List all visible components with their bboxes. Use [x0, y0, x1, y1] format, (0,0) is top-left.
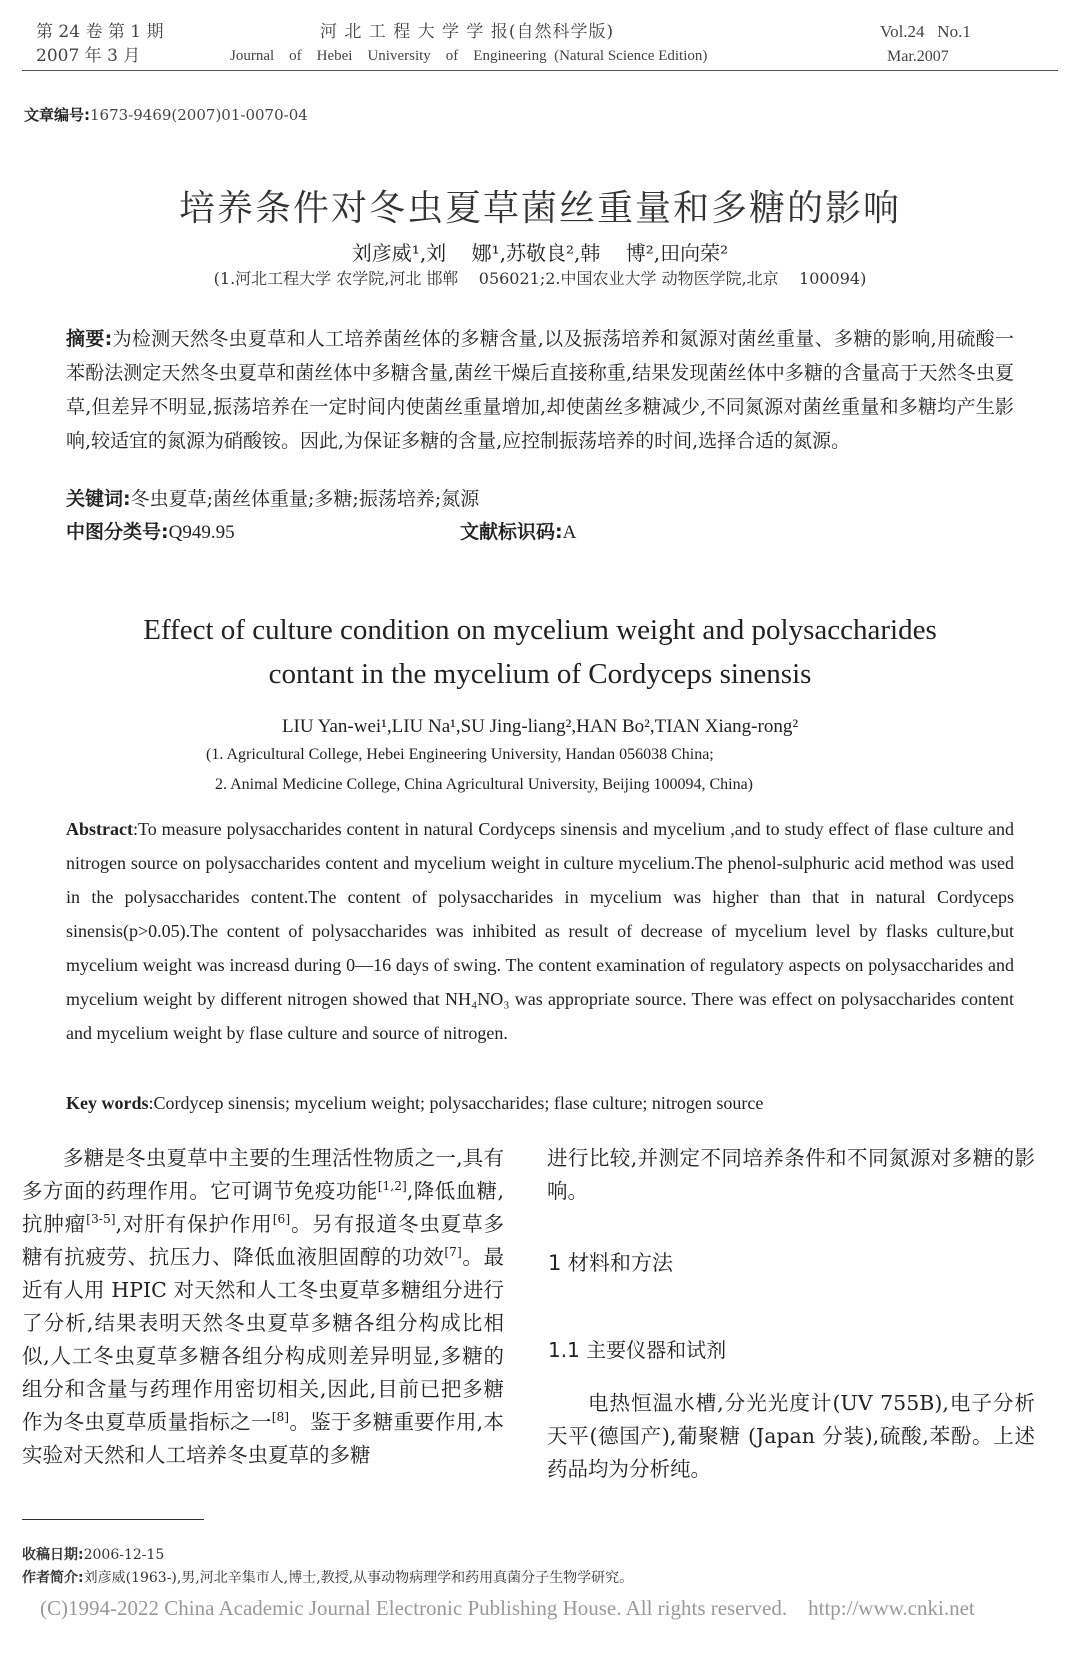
received-date-label: 收稿日期: [22, 1547, 84, 1563]
body-intro-paragraph [22, 1142, 504, 1472]
abstract-cn-label: 摘要: [66, 328, 113, 350]
keywords-en [66, 1086, 1014, 1120]
clc-label: 中图分类号: [66, 521, 169, 543]
copyright-watermark: (C)1994-2022 China Academic Journal Electronic Publishing House. All rights reserved. http://www.cnki.net [40, 1596, 975, 1620]
doc-code-label: 文献标识码: [460, 521, 563, 543]
section-heading-1-1: 1.1 主要仪器和试剂 [548, 1338, 727, 1362]
clc-value: Q949.95 [168, 522, 235, 543]
doc-code [460, 515, 576, 550]
article-number-value: 1673-9469(2007)01-0070-04 [90, 106, 308, 124]
citation-1: [1,2] [377, 1179, 407, 1194]
keywords-en-text: :Cordycep sinensis; mycelium weight; polysaccharides; flase culture; nitrogen source [148, 1093, 764, 1113]
received-date-value: 2006-12-15 [83, 1547, 165, 1563]
keywords-cn [66, 482, 1014, 516]
clc-number [66, 515, 235, 550]
article-number [24, 104, 308, 125]
section-heading-1: 1 材料和方法 [548, 1251, 674, 1275]
header-date-en: Mar.2007 [887, 48, 949, 65]
abstract-en-text: :To measure polysaccharides content in natural Cordyceps sinensis and mycelium ,and to study effect of flase culture and nitrogen source on polysaccharides content and mycelium weight in culture mycelium.The phenol-sulphuric acid method was used in the polysaccharides content.The content of polysaccharides in mycelium was higher than that in natural Cordyceps sinensis(p>0.05).The content of polysaccharides was inhibited as result of decrease of mycelium level by flasks culture,but mycelium weight was increasd during 0—16 days of swing. The content examination of regulatory aspects on polysaccharides and mycelium weight by different nitrogen showed that NH₄NO₃ was appropriate source. There was effect on polysaccharides content and mycelium weight by flase culture and source of nitrogen. [66, 819, 1014, 1043]
article-number-label: 文章编号: [24, 106, 90, 124]
footnote-rule [22, 1519, 204, 1520]
abstract-cn [66, 322, 1014, 458]
header-journal-cn: 河 北 工 程 大 学 学 报(自然科学版) [320, 22, 615, 42]
affiliation-en-2: 2. Animal Medicine College, China Agricultural University, Beijing 100094, China) [215, 776, 753, 793]
body-intro-continued: 进行比较,并测定不同培养条件和不同氮源对多糖的影响。 [547, 1146, 1035, 1203]
intro-text-5: 。最近有人用 HPIC 对天然和人工冬虫夏草多糖组分进行了分析,结果表明天然冬虫夏草多糖各组分构成比相似,人工冬虫夏草多糖各组分构成则差异明显,多糖的组分和含量与药理作用密切相关,因此,目前已把多糖作为冬虫夏草质量指标之一 [22, 1245, 504, 1434]
abstract-en-label: Abstract [66, 819, 133, 839]
authors-en: LIU Yan-wei¹,LIU Na¹,SU Jing-liang²,HAN Bo²,TIAN Xiang-rong² [281, 716, 799, 737]
intro-text-3: ,对肝有保护作用 [115, 1212, 273, 1236]
title-en [0, 608, 1080, 696]
keywords-en-label: Key words [66, 1093, 149, 1113]
header-volume-en: Vol.24 No.1 [880, 22, 971, 41]
intro-text-2: ,降低血糖,抗肿瘤 [22, 1179, 504, 1236]
affiliation-cn: (1.河北工程大学 农学院,河北 邯郸 056021;2.中国农业大学 动物医学院,北京 100094) [213, 269, 867, 288]
title-cn: 培养条件对冬虫夏草菌丝重量和多糖的影响 [178, 188, 901, 229]
abstract-en [66, 812, 1014, 1050]
received-date [22, 1546, 164, 1564]
keywords-cn-text: 冬虫夏草;菌丝体重量;多糖;振荡培养;氮源 [130, 488, 480, 510]
author-bio-label: 作者简介: [22, 1570, 84, 1586]
intro-text-6: 。鉴于多糖重要作用,本实验对天然和人工培养冬虫夏草的多糖 [22, 1410, 504, 1467]
header-volume-issue: 第 24 卷 第 1 期 [36, 22, 164, 42]
intro-text-1: 多糖是冬虫夏草中主要的生理活性物质之一,具有多方面的药理作用。它可调节免疫功能 [22, 1146, 504, 1203]
header-journal-en: Journal of Hebei University of Engineering (Natural Science Edition) [230, 48, 708, 64]
header-rule [22, 70, 1058, 71]
citation-4: [7] [444, 1245, 462, 1260]
citation-5: [8] [271, 1410, 290, 1425]
citation-3: [6] [272, 1212, 291, 1227]
abstract-cn-text: 为检测天然冬虫夏草和人工培养菌丝体的多糖含量,以及振荡培养和氮源对菌丝重量、多糖的影响,用硫酸一苯酚法测定天然冬虫夏草和菌丝体中多糖含量,菌丝干燥后直接称重,结果发现菌丝体中多糖的含量高于天然冬虫夏草,但差异不明显,振荡培养在一定时间内使菌丝重量增加,却使菌丝多糖减少,不同氮源对菌丝重量和多糖均产生影响,较适宜的氮源为硝酸铵。因此,为保证多糖的含量,应控制振荡培养的时间,选择合适的氮源。 [66, 328, 1014, 452]
citation-2: [3-5] [86, 1212, 116, 1227]
affiliation-en-1: (1. Agricultural College, Hebei Engineering University, Handan 056038 China; [206, 746, 714, 763]
author-bio [22, 1569, 633, 1587]
title-en-line-1: Effect of culture condition on mycelium weight and polysaccharides [143, 614, 937, 646]
keywords-cn-label: 关键词: [66, 488, 131, 510]
materials-paragraph: 电热恒温水槽,分光光度计(UV 755B),电子分析天平(德国产),葡聚糖 (Japan 分装),硫酸,苯酚。上述药品均为分析纯。 [547, 1391, 1035, 1481]
doc-code-value: A [562, 522, 577, 543]
header-date-cn: 2007 年 3 月 [36, 46, 141, 66]
title-en-line-2: contant in the mycelium of Cordyceps sinensis [268, 658, 812, 690]
authors-cn: 刘彦威¹,刘 娜¹,苏敬良²,韩 博²,田向荣² [351, 241, 729, 265]
intro-text-4: 。另有报道冬虫夏草多糖有抗疲劳、抗压力、降低血液胆固醇的功效 [22, 1212, 505, 1269]
author-bio-text: 刘彦威(1963-),男,河北辛集市人,博士,教授,从事动物病理学和药用真菌分子生物学研究。 [83, 1570, 634, 1586]
